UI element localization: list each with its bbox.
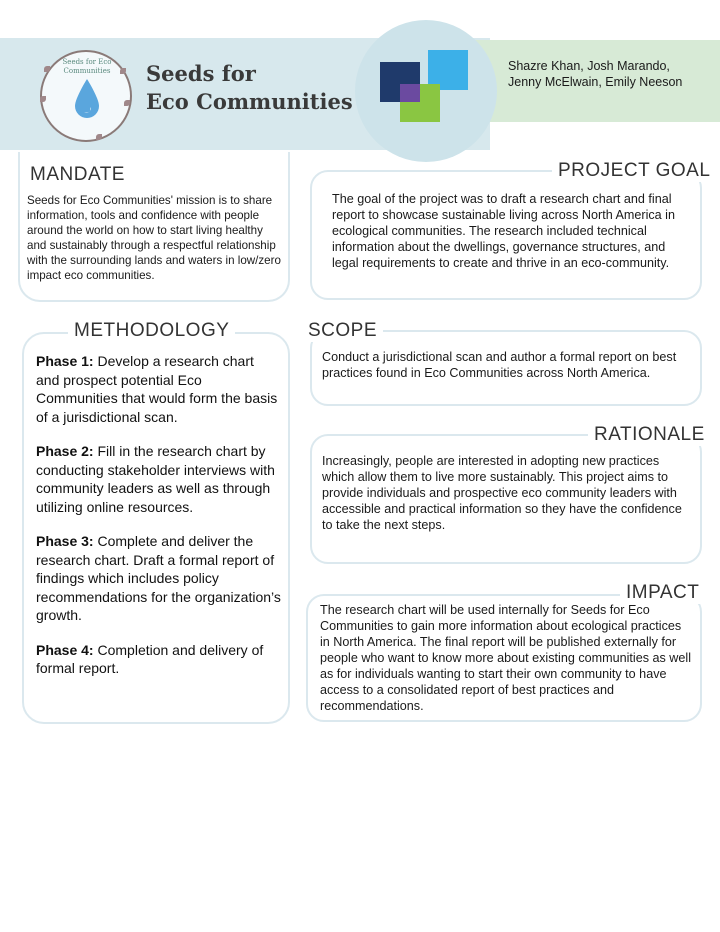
rationale-heading: RATIONALE bbox=[588, 424, 711, 446]
mandate-heading: MANDATE bbox=[24, 164, 131, 186]
brand-title-line1: Seeds for bbox=[146, 61, 256, 86]
phase-2-label: Phase 2: bbox=[36, 443, 94, 459]
leaf-icon bbox=[96, 134, 102, 140]
scope-text: Conduct a jurisdictional scan and author a formal report on best practices found in Eco Communities across North America. bbox=[322, 350, 677, 380]
phase-4-text: Completion and delivery of formal report. bbox=[36, 641, 264, 676]
methodology-phases bbox=[36, 352, 281, 694]
leaf-icon bbox=[40, 96, 46, 102]
leaf-icon bbox=[120, 68, 126, 74]
phase-4-label: Phase 4: bbox=[36, 641, 94, 658]
phase-1 bbox=[36, 352, 281, 426]
phase-3-label: Phase 3: bbox=[36, 533, 94, 549]
scope-heading: SCOPE bbox=[302, 320, 383, 342]
leaf-icon bbox=[124, 100, 130, 106]
phase-1-text: Develop a research chart and prospect potential Eco Communities that would form the basis of a jurisdictional scan. bbox=[36, 353, 278, 425]
phase-3-text: Complete and deliver the research chart. Draft a formal report of findings which includes policy recommendations for the organization’s growth. bbox=[36, 533, 281, 623]
leaf-icon bbox=[44, 66, 50, 72]
phase-3 bbox=[36, 532, 281, 625]
water-drop-icon bbox=[74, 78, 100, 125]
rationale-text: Increasingly, people are interested in adopting new practices which allow them to live more sustainably. This project aims to provide individuals and prospective eco community leaders with accessible and practical information so they have the confidence to take the next steps. bbox=[322, 454, 682, 532]
logo-text: Seeds for Eco Communities bbox=[62, 58, 112, 75]
project-goal-heading: PROJECT GOAL bbox=[552, 160, 716, 182]
authors-line2: Jenny McElwain, Emily Neeson bbox=[508, 75, 683, 89]
phase-1-label: Phase 1: bbox=[36, 353, 94, 369]
phase-2 bbox=[36, 442, 281, 516]
phase-2-text: Fill in the research chart by conducting stakeholder interviews with community leaders as well as through utilizing online resources. bbox=[36, 443, 275, 515]
brand-title bbox=[146, 60, 353, 116]
logo-square-purple bbox=[400, 84, 420, 102]
methodology-heading: METHODOLOGY bbox=[68, 320, 235, 342]
impact-heading: IMPACT bbox=[620, 582, 705, 604]
phase-4 bbox=[36, 641, 281, 678]
authors bbox=[508, 58, 682, 90]
impact-text: The research chart will be used internally for Seeds for Eco Communities to gain more information about ecological practices in North America. The final report will be published externally for people who want to know more about existing communities as well as for individuals wanting to start their own community to have access to a consolidated report of best practices and recommendations. bbox=[320, 603, 692, 713]
authors-line1: Shazre Khan, Josh Marando, bbox=[508, 59, 670, 73]
brand-title-line2: Eco Communities bbox=[146, 89, 353, 114]
project-goal-text: The goal of the project was to draft a research chart and final report to showcase sustainable living across North America in ecological communities. The research included technical information about the dwellings, governance structures, and legal requirements to create and thrive in an eco-community. bbox=[332, 192, 675, 270]
mandate-text: Seeds for Eco Communities' mission is to share information, tools and confidence with people around the world on how to start living healthy and sustainably through a respectful relationship with the surrounding lands and waters in low/zero impact eco communities. bbox=[27, 194, 281, 282]
